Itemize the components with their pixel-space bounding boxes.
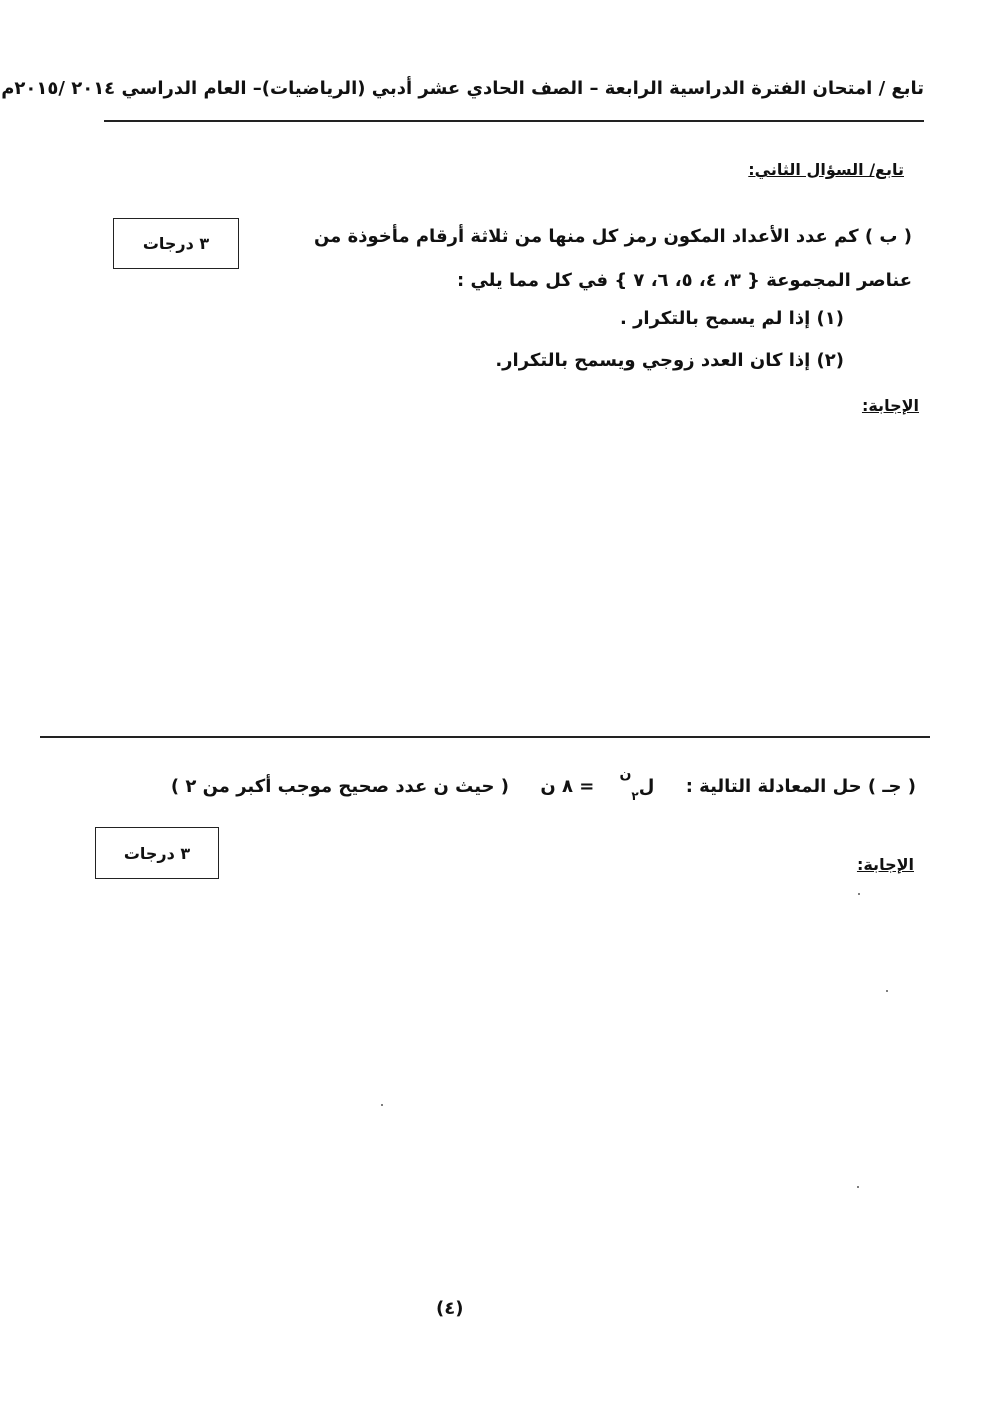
marks-label: ٣ درجات <box>142 234 210 253</box>
question-b-text: ( ب ) كم عدد الأعداد المكون رمز كل منها من ثلاثة أرقام مأخوذة من عناصر المجموعة { ٣، ٤، ٥، ٦، ٧ } في كل مما يلي : <box>313 226 912 291</box>
section-heading: تابع/ السؤال الثاني: <box>748 160 904 179</box>
question-b-item-2: (٢) إذا كان العدد زوجي ويسمح بالتكرار. <box>495 350 844 371</box>
page-number: (٤) <box>436 1298 464 1319</box>
marks-box-question-c <box>95 827 219 879</box>
equation-rhs: = ٨ ن <box>540 776 595 797</box>
scan-speck <box>381 1104 383 1106</box>
equation-subscript: ٢ <box>631 789 639 803</box>
scan-speck <box>857 1186 859 1188</box>
equation-base: ل <box>638 776 655 797</box>
marks-box-question-b <box>113 218 239 269</box>
answer-label-question-c: الإجابة: <box>856 855 914 874</box>
equation-superscript: ن <box>619 766 632 782</box>
answer-label-question-b: الإجابة: <box>861 396 919 415</box>
scan-speck <box>858 893 860 895</box>
scan-speck <box>886 990 888 992</box>
question-c-condition: ( حيث ن عدد صحيح موجب أكبر من ٢ ) <box>170 776 510 797</box>
question-c-row <box>170 766 916 803</box>
question-c-lead: ( جـ ) حل المعادلة التالية : <box>685 776 916 797</box>
question-divider <box>40 736 930 738</box>
marks-label: ٣ درجات <box>123 843 191 863</box>
header-divider <box>104 120 924 122</box>
question-b-item-1: (١) إذا لم يسمح بالتكرار . <box>619 308 844 329</box>
exam-header: تابع / امتحان الفترة الدراسية الرابعة – الصف الحادي عشر أدبي (الرياضيات)– العام الدراسي ٢٠١٤ /٢٠١٥م <box>1 78 924 99</box>
